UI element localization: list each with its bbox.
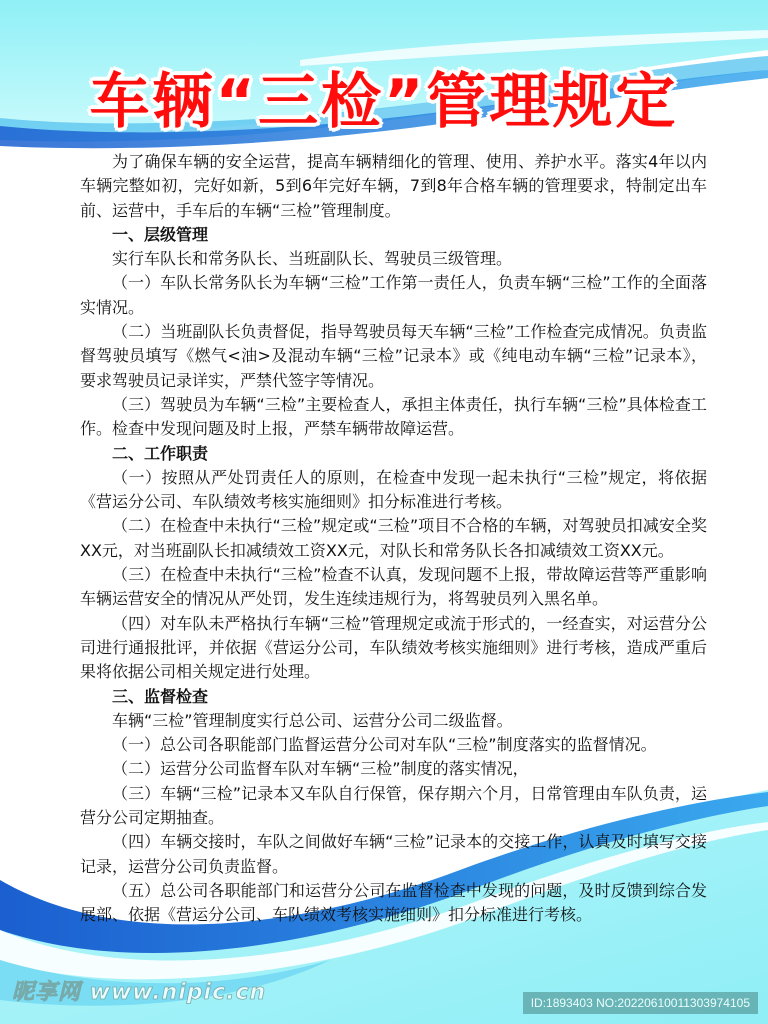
- image-id-label: ID:1893403 NO:20220610011303974105: [523, 992, 758, 1014]
- document-body: [80, 150, 707, 928]
- section-item: （二）在检查中未执行“三检”规定或“三检”项目不合格的车辆，对驾驶员扣减安全奖XX元，对当班副队长扣减绩效工资XX元，对队长和常务队长各扣减绩效工资XX元。: [80, 516, 707, 560]
- section-item: （四）对车队未严格执行车辆“三检”管理规定或流于形式的，一经查实，对运营分公司进行通报批评，并依据《营运分公司，车队绩效考核实施细则》进行考核，造成严重后果将依据公司相关规定进行处理。: [80, 613, 707, 682]
- section-item: （四）车辆交接时，车队之间做好车辆“三检”记录本的交接工作，认真及时填写交接记录，运营分公司负责监督。: [80, 832, 707, 876]
- watermark-logo: 昵享网 www.nipic.cn: [12, 980, 267, 1005]
- intro-paragraph: 为了确保车辆的安全运营，提高车辆精细化的管理、使用、养护水平。落实4年以内车辆完整如初，完好如新，5到6年完好车辆，7到8年合格车辆的管理要求，特制定出车前、运营中，手车后的车辆“三检”管理制度。: [80, 152, 707, 220]
- section-heading: 一、层级管理: [112, 224, 209, 244]
- section-item: （三）在检查中未执行“三检”检查不认真，发现问题不上报，带故障运营等严重影响车辆运营安全的情况从严处罚，发生连续违规行为，将驾驶员列入黑名单。: [80, 565, 707, 609]
- section-heading: 二、工作职责: [112, 443, 209, 463]
- section-lead: 车辆“三检”管理制度实行总公司、运营分公司二级监督。: [112, 710, 513, 730]
- section-item: （一）总公司各职能部门监督运营分公司对车队“三检”制度落实的监督情况。: [112, 735, 657, 755]
- section-item: （二）当班副队长负责督促，指导驾驶员每天车辆“三检”工作检查完成情况。负责监督驾驶员填写《燃气<油>及混动车辆“三检”记录本》或《纯电动车辆“三检”记录本》，要求驾驶员记录详实，严禁代签字等情况。: [80, 322, 707, 390]
- section-item: （五）总公司各职能部门和运营分公司在监督检查中发现的问题，及时反馈到综合发展部、依据《营运分公司、车队绩效考核实施细则》扣分标准进行考核。: [80, 880, 707, 925]
- section-item: （三）驾驶员为车辆“三检”主要检查人，承担主体责任，执行车辆“三检”具体检查工作。检查中发现问题及时上报，严禁车辆带故障运营。: [80, 394, 707, 439]
- page-title: 车辆“三检”管理规定: [89, 67, 679, 137]
- section-heading: 三、监督检查: [112, 686, 209, 706]
- section-item: （一）车队长常务队长为车辆“三检”工作第一责任人，负责车辆“三检”工作的全面落实情况。: [80, 273, 707, 317]
- section-item: （一）按照从严处罚责任人的原则，在检查中发现一起未执行“三检”规定，将依据《营运分公司、车队绩效考核实施细则》扣分标准进行考核。: [80, 467, 707, 512]
- section-lead: 实行车队长和常务队长、当班副队长、驾驶员三级管理。: [112, 249, 513, 269]
- section-item: （三）车辆“三检”记录本又车队自行保管，保存期六个月，日常管理由车队负责，运营分公司定期抽查。: [80, 783, 707, 828]
- section-item: （二）运营分公司监督车队对车辆“三检”制度的落实情况，: [112, 759, 529, 779]
